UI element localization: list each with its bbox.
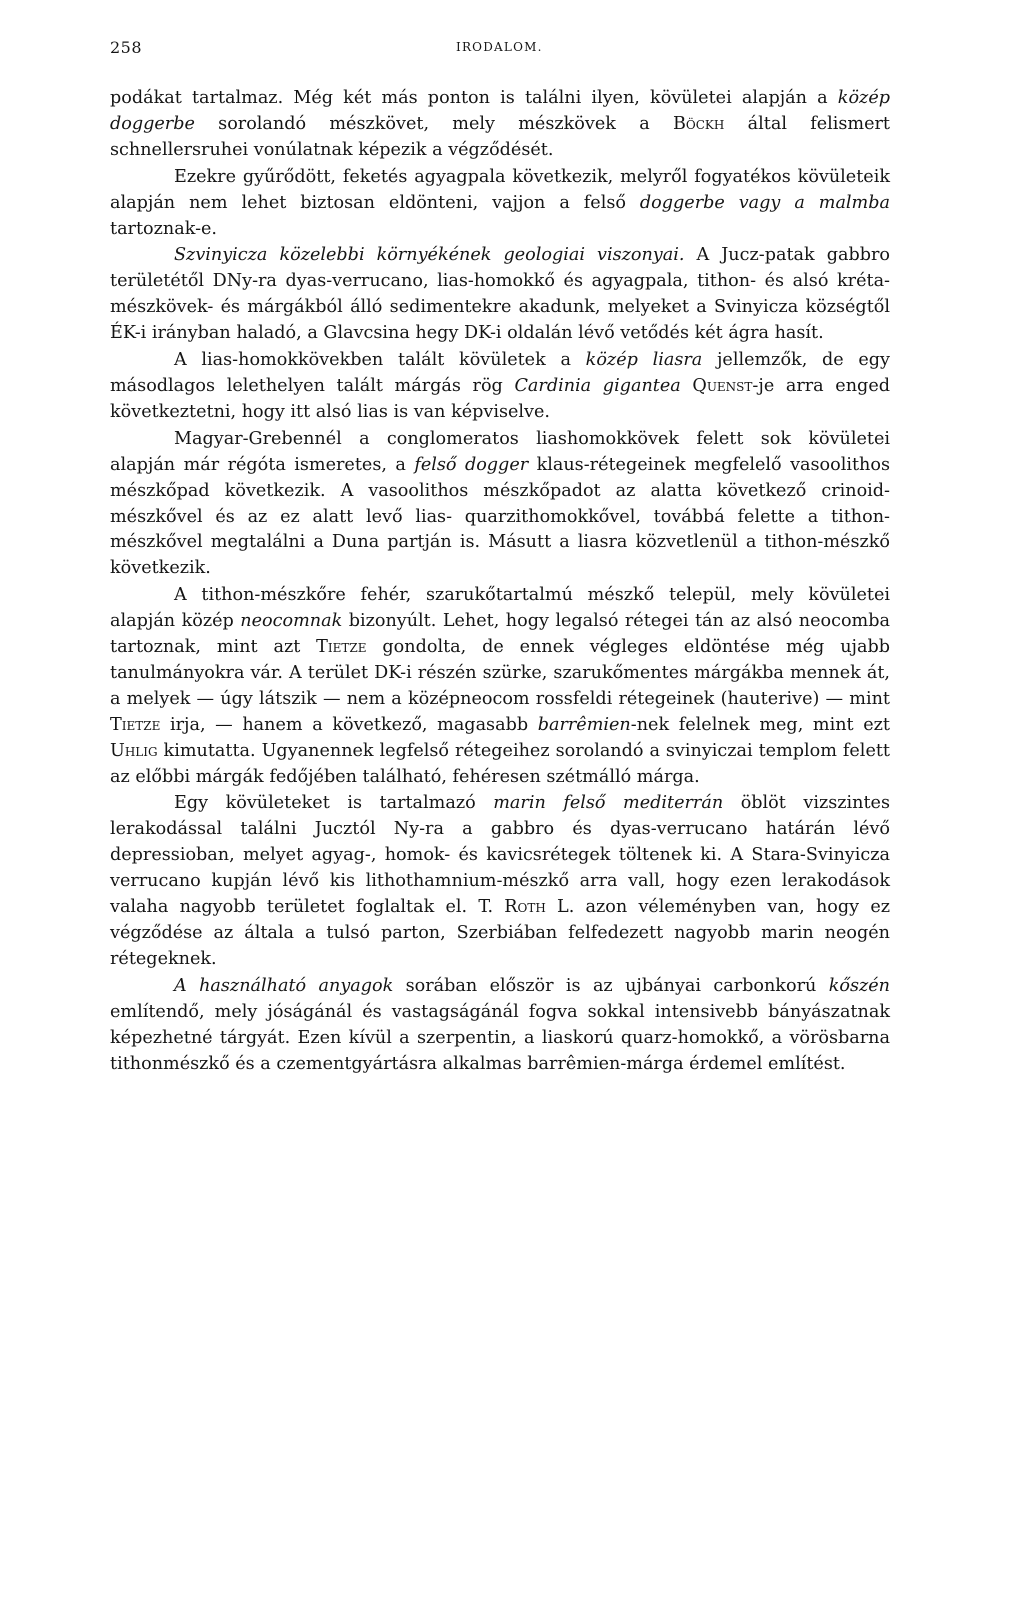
- italic-run: közép liasra: [585, 350, 703, 371]
- text-run: sorolandó mészkövet, mely mészkövek a: [194, 113, 673, 134]
- text-run: A Jucz-patak gabbro területétől DNy-ra dyas-verrucano, lias-homokkő és agyagpala, tithon- és alsó kréta-mészkövek- és márgákból álló sedimentekre akadunk, melyeket a Svinyicza községtől ÉK-i irányban haladó, a Glavcsina hegy DK-i oldalán lévő vetődés két ágra hasít.: [110, 245, 890, 344]
- text-run: klaus-rétegeinek megfelelő vasoolithos mészkőpad következik. A vasoolithos mészkőpadot az alatta következő crinoid-mészkővel és az ez alatt levő lias- quarzithomokkővel, továbbá felette a tithon-mészkővel megtalálni a Duna partján is. Másutt a liasra közvetlenül a tithon-mészkő következik.: [110, 454, 891, 579]
- paragraph-7: [110, 791, 890, 972]
- text-run: Egy kövületeket is tartalmazó: [174, 793, 494, 814]
- text-run: A lias-homokkövekben talált kövületek a: [174, 350, 586, 371]
- italic-run: felső dogger: [414, 454, 529, 475]
- paragraph-2: [110, 165, 890, 243]
- text-run: sorában először is az ujbányai carbonkorú: [393, 975, 829, 996]
- italic-run: doggerbe vagy a malmba: [639, 192, 890, 213]
- text-run: podákat tartalmaz. Még két más ponton is találni ilyen, kövületei alapján a: [110, 88, 838, 108]
- italic-run: közép doggerbe: [110, 88, 890, 134]
- italic-run: marin felső mediterrán: [493, 793, 724, 814]
- text-run: Ezekre gyűrődött, feketés agyagpala következik, melyről fogyatékos kövületeik alapján nem lehet biztosan eldönteni, vajjon a felső: [110, 166, 890, 213]
- running-head: IRODALOM.: [456, 40, 543, 54]
- small-caps-run: Tietze: [316, 637, 367, 658]
- text-run: gondolta, de ennek végleges eldöntése még ujabb tanulmányokra vár. A terület DK-i részén szürke, szarukőmentes márgákba mennek át, a melyek — úgy látszik — nem a középneocom rossfeldi rétegeinek (hauterive) — mint: [110, 637, 890, 709]
- text-run: azon véleményben van, hogy ez végződése az általa a tulsó parton, Szerbiában felfedezett nagyobb marin neogén rétegeknek.: [110, 897, 890, 969]
- paragraph-1: [110, 86, 890, 164]
- text-run: -je arra enged következtetni, hogy itt alsó lias is van képviselve.: [110, 375, 890, 422]
- paragraph-6: [110, 583, 890, 790]
- text-run: irja, — hanem a következő, magasabb: [160, 714, 538, 735]
- paragraph-8: [110, 974, 890, 1078]
- small-caps-run: Quenst: [692, 375, 753, 396]
- text-run: említendő, mely jóságánál és vastagságánál fogva sokkal intensivebb bányászatnak képezhetné tárgyát. Ezen kívül a szerpentin, a liaskorú quarz-homokkő, a vörösbarna tithonmészkő és a czementgyártásra alkalmas barrêmien-márga érdemel említést.: [110, 1001, 890, 1074]
- small-caps-run: T. Roth L.: [478, 897, 575, 918]
- small-caps-run: Böckh: [672, 113, 725, 134]
- text-run: tartoznak-e.: [110, 218, 218, 239]
- text-run: öblöt vizszintes lerakodással találni Jucztól Ny-ra a gabbro és dyas-verrucano határán lévő depressioban, melyet agyag-, homok- és kavicsrétegek töltenek ki. A Stara-Svinyicza verrucano kupján lévő kis lithothamnium-mészkő arra vall, hogy ezen lerakodások valaha nagyobb területet foglaltak el.: [110, 793, 890, 918]
- text-run: [681, 376, 693, 396]
- text-run: bizonyúlt. Lehet, hogy legalsó rétegei tán az alsó neocomba tartoznak, mint azt: [110, 611, 890, 658]
- italic-run: Szvinyicza közelebbi környékének geologiai viszonyai.: [174, 245, 685, 266]
- text-run: -nek felelnek meg, mint ezt: [630, 714, 890, 735]
- text-run: jellemzők, de egy másodlagos lelethelyen talált márgás rög: [110, 350, 890, 396]
- italic-run: A használható anyagok: [174, 975, 394, 996]
- page-header: [110, 38, 890, 62]
- italic-run: Cardinia gigantea: [514, 375, 681, 396]
- italic-run: barrêmien: [537, 714, 631, 735]
- paragraph-4: [110, 348, 890, 426]
- paragraph-5: [110, 427, 890, 582]
- italic-run: neocomnak: [240, 611, 343, 632]
- small-caps-run: Tietze: [110, 714, 161, 735]
- page-number: 258: [110, 38, 143, 57]
- italic-run: kőszén: [828, 975, 890, 996]
- body-text: [110, 86, 890, 1077]
- text-run: Magyar-Grebennél a conglomeratos liashomokkövek felett sok kövületei alapján már régóta ismeretes, a: [110, 428, 890, 475]
- paragraph-3: [110, 243, 890, 347]
- text-run: által felismert schnellersruhei vonúlatnak képezik a végződését.: [110, 113, 890, 160]
- text-run: A tithon-mészkőre fehér, szarukőtartalmú mészkő települ, mely kövületei alapján közép: [110, 585, 890, 632]
- text-run: kimutatta. Ugyanennek legfelső rétegeihez sorolandó a svinyiczai templom felett az előbbi márgák fedőjében található, fehéresen szétmálló márga.: [110, 740, 890, 787]
- small-caps-run: Uhlig: [110, 740, 158, 761]
